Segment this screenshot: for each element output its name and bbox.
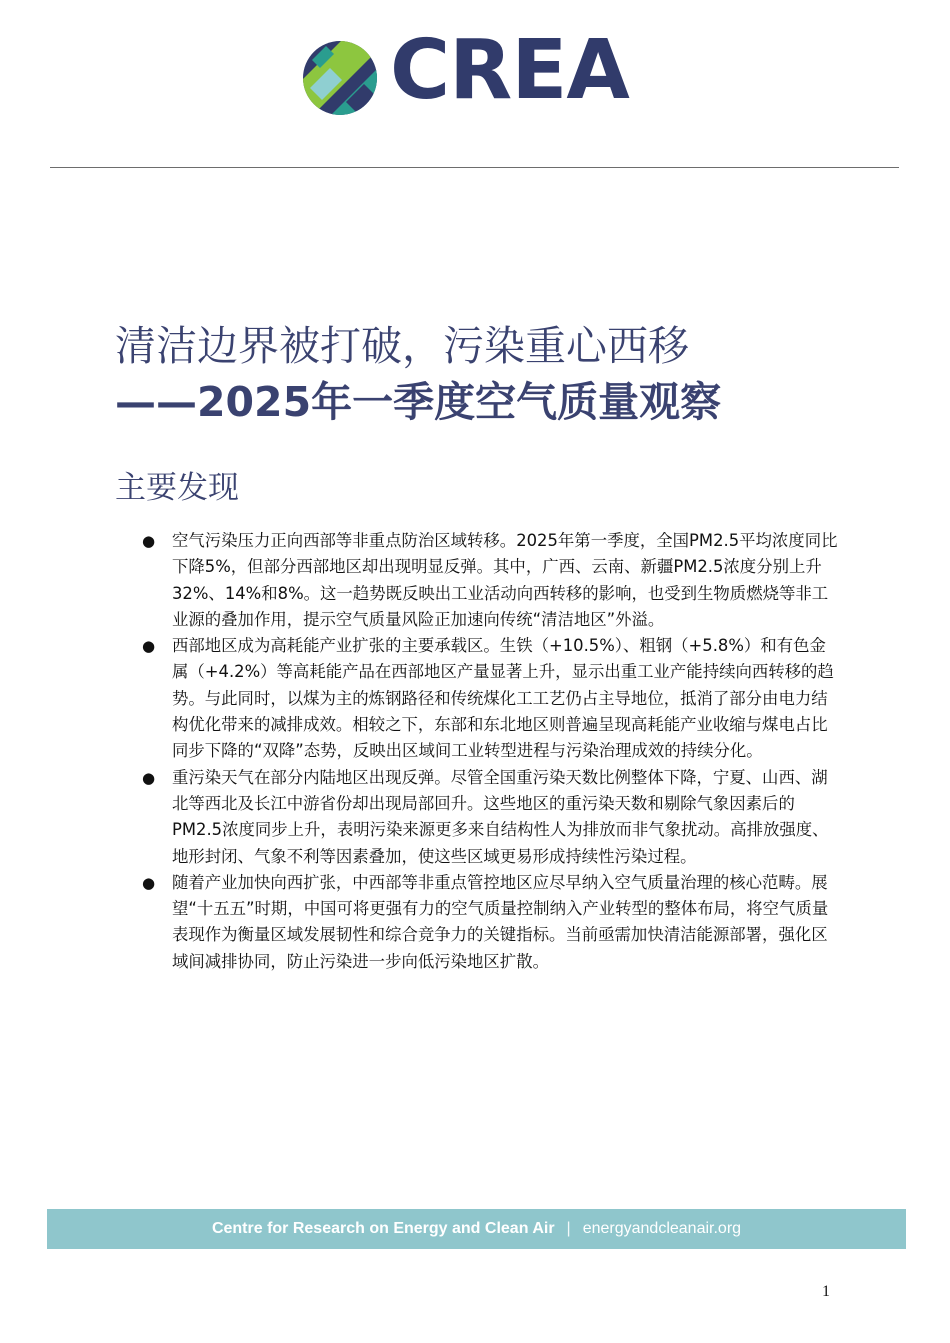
- footer-website-link[interactable]: energyandcleanair.org: [582, 1220, 742, 1237]
- bullet-icon: ●: [142, 637, 156, 656]
- finding-item: [140, 870, 840, 975]
- section-heading-key-findings: 主要发现: [115, 470, 239, 506]
- finding-item: [140, 528, 840, 633]
- crea-logo: [302, 23, 652, 120]
- header-divider: [50, 167, 899, 168]
- finding-item: [140, 765, 840, 870]
- title-line-2: ——2025年一季度空气质量观察: [115, 378, 722, 426]
- footer-organization: Centre for Research on Energy and Clean Air: [211, 1220, 555, 1237]
- bullet-icon: ●: [142, 768, 156, 787]
- crea-logo-mark-icon: [302, 40, 378, 116]
- finding-item: [140, 633, 840, 764]
- finding-text: 西部地区成为高耗能产业扩张的主要承载区。生铁（+10.5%）、粗钢（+5.8%）和有色金属（+4.2%）等高耗能产品在西部地区产量显著上升，显示出重工业产能持续向西转移的趋势。与此同时，以煤为主的炼钢路径和传统煤化工工艺仍占主导地位，抵消了部分由电力结构优化带来的减排成效。相较之下，东部和东北地区则普遍呈现高耗能产业收缩与煤电占比同步下降的“双降”态势，反映出区域间工业转型进程与污染治理成效的持续分化。: [172, 636, 834, 761]
- page-number: 1: [822, 1283, 830, 1300]
- bullet-icon: ●: [142, 532, 156, 550]
- finding-text: 空气污染压力正向西部等非重点防治区域转移。2025年第一季度，全国PM2.5平均浓度同比下降5%，但部分西部地区却出现明显反弹。其中，广西、云南、新疆PM2.5浓度分别上升32%、14%和8%。这一趋势既反映出工业活动向西转移的影响，也受到生物质燃烧等非工业源的叠加作用，提示空气质量风险正加速向传统“清洁地区”外溢。: [172, 531, 838, 629]
- finding-text: 随着产业加快向西扩张，中西部等非重点管控地区应尽早纳入空气质量治理的核心范畴。展望“十五五”时期，中国可将更强有力的空气质量控制纳入产业转型的整体布局，将空气质量表现作为衡量区域发展韧性和综合竞争力的关键指标。当前亟需加快清洁能源部署，强化区域间减排协同，防止污染进一步向低污染地区扩散。: [172, 872, 829, 971]
- title-line-1: 清洁边界被打破，污染重心西移: [115, 322, 689, 370]
- page-title: [115, 318, 895, 430]
- finding-text: 重污染天气在部分内陆地区出现反弹。尽管全国重污染天数比例整体下降，宁夏、山西、湖北等西北及长江中游省份却出现局部回升。这些地区的重污染天数和剔除气象因素后的PM2.5浓度同步上升，表明污染来源更多来自结构性人为排放而非气象扰动。高排放强度、地形封闭、气象不利等因素叠加，使这些区域更易形成持续性污染过程。: [172, 767, 829, 866]
- footer-separator: |: [566, 1220, 571, 1237]
- bullet-icon: ●: [142, 873, 156, 892]
- footer-bar: [47, 1209, 906, 1249]
- key-findings-list: [140, 528, 840, 975]
- crea-logo-text: CREA: [390, 23, 629, 118]
